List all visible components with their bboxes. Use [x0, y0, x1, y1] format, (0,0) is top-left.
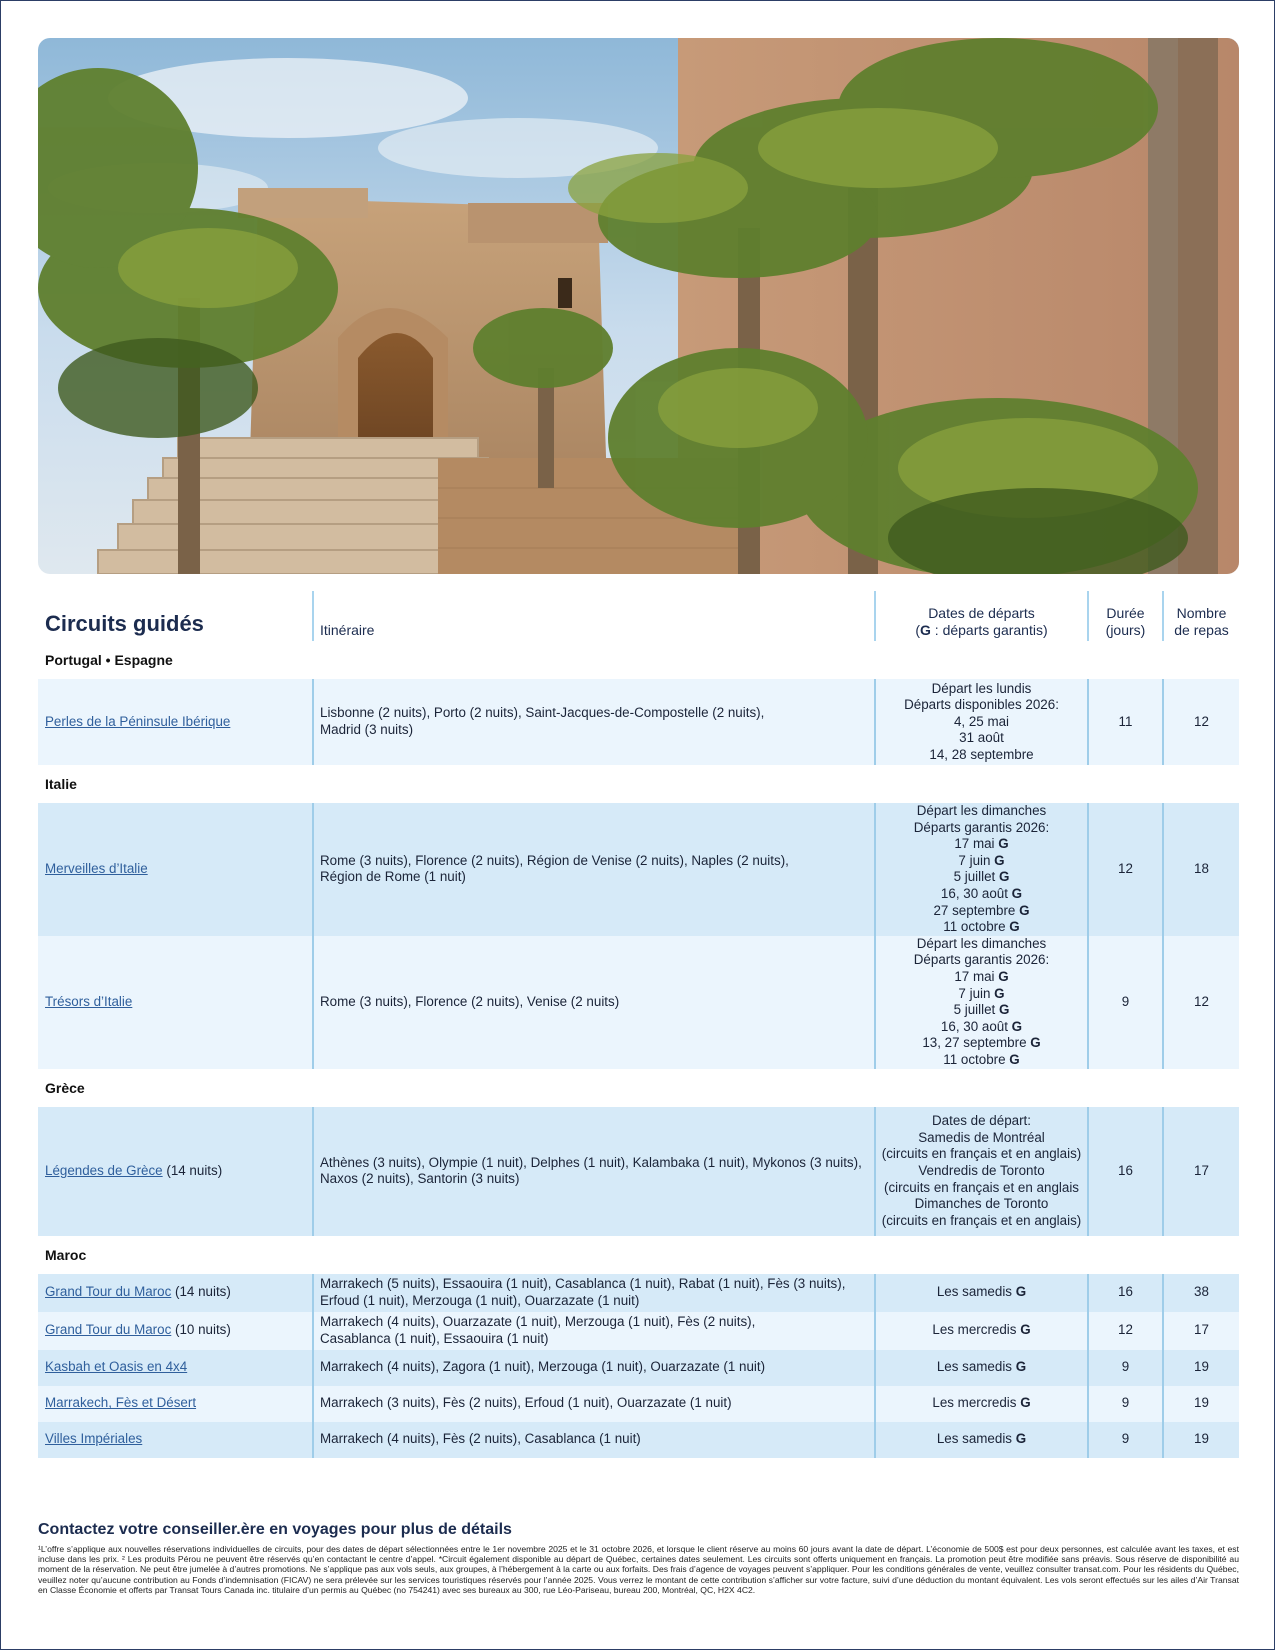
- tour-name-cell: [38, 803, 313, 936]
- meals-cell: 19: [1163, 1386, 1239, 1422]
- tour-nights: (14 nuits): [162, 1162, 223, 1178]
- kasbah-palms-illustration: [38, 38, 1239, 574]
- departure-date: Les samedis G: [936, 1431, 1027, 1447]
- tour-name-cell: [38, 1386, 313, 1422]
- guaranteed-badge: G: [994, 852, 1005, 868]
- meals-cell: 38: [1163, 1274, 1239, 1312]
- departure-date: Samedis de Montréal: [918, 1129, 1045, 1145]
- departure-date: 11 octobre G: [943, 1052, 1020, 1068]
- meals-cell: 12: [1163, 679, 1239, 765]
- itinerary-line: Rome (3 nuits), Florence (2 nuits), Région de Venise (2 nuits), Naples (2 nuits),: [320, 852, 789, 868]
- itinerary-line: Marrakech (4 nuits), Ouarzazate (1 nuit), Merzouga (1 nuit), Fès (2 nuits),: [320, 1314, 756, 1330]
- contact-heading: Contactez votre conseiller.ère en voyages pour plus de détails: [38, 1521, 512, 1538]
- region-name: Portugal • Espagne: [45, 652, 173, 668]
- region-row: [38, 765, 1239, 803]
- tours-table: [38, 591, 1239, 1458]
- itinerary-cell: [313, 1107, 875, 1236]
- dates-cell: [875, 936, 1088, 1069]
- dates-cell: [875, 1107, 1088, 1236]
- meals-cell: 19: [1163, 1422, 1239, 1458]
- tour-name-cell: [38, 1350, 313, 1386]
- tour-row: [38, 1350, 1239, 1386]
- duration-cell: 16: [1088, 1107, 1163, 1236]
- duration-cell: 9: [1088, 1386, 1163, 1422]
- departure-date: Les mercredis G: [932, 1322, 1031, 1338]
- duration-cell: 16: [1088, 1274, 1163, 1312]
- meals-cell: 18: [1163, 803, 1239, 936]
- table-header: [38, 591, 1239, 641]
- departure-date: 14, 28 septembre: [929, 746, 1034, 762]
- duration-header: Durée (jours): [1088, 591, 1163, 641]
- dates-cell: [875, 1312, 1088, 1350]
- guaranteed-badge: G: [1011, 1018, 1023, 1034]
- departure-date: Dates de départ:: [931, 1113, 1031, 1129]
- departure-date: 7 juin G: [958, 985, 1005, 1001]
- departure-date: (circuits en français et en anglais): [881, 1212, 1082, 1228]
- meals-cell: 17: [1163, 1312, 1239, 1350]
- departure-date: Départs garantis 2026:: [913, 952, 1050, 968]
- table-title: Circuits guidés: [45, 611, 204, 636]
- tour-row: [38, 679, 1239, 765]
- itinerary-line: Madrid (3 nuits): [320, 722, 414, 737]
- guaranteed-badge: G: [998, 869, 1010, 885]
- departure-date: 4, 25 mai: [953, 713, 1010, 729]
- dates-cell: [875, 1274, 1088, 1312]
- guaranteed-badge: G: [1009, 1052, 1020, 1068]
- itinerary-cell: [313, 1350, 875, 1386]
- departure-date: Dimanches de Toronto: [914, 1196, 1049, 1212]
- departure-date: (circuits en français et en anglais: [883, 1179, 1079, 1195]
- meals-cell: 19: [1163, 1350, 1239, 1386]
- guaranteed-badge: G: [1015, 1431, 1027, 1447]
- itinerary-header: Itinéraire: [313, 591, 875, 641]
- departure-date: 17 mai G: [954, 969, 1009, 985]
- guaranteed-badge: G: [1015, 1284, 1027, 1300]
- guaranteed-badge: G: [1019, 902, 1030, 918]
- tour-row: [38, 1107, 1239, 1236]
- tour-link[interactable]: Perles de la Péninsule Ibérique: [45, 713, 231, 729]
- departure-date: 5 juillet G: [953, 869, 1010, 885]
- meals-cell: 17: [1163, 1107, 1239, 1236]
- duration-cell: 12: [1088, 803, 1163, 936]
- itinerary-cell: [313, 1386, 875, 1422]
- duration-cell: 12: [1088, 1312, 1163, 1350]
- table-body: [38, 641, 1239, 1458]
- itinerary-cell: [313, 936, 875, 1069]
- guaranteed-badge: G: [1030, 1035, 1041, 1051]
- region-name: Maroc: [45, 1246, 87, 1263]
- departure-date: Départs garantis 2026:: [913, 819, 1050, 835]
- itinerary-line: Athènes (3 nuits), Olympie (1 nuit), Delphes (1 nuit), Kalambaka (1 nuit), Mykonos (3 nuits),: [320, 1154, 862, 1170]
- departure-date: 7 juin G: [958, 852, 1005, 868]
- meals-header: Nombre de repas: [1163, 591, 1239, 641]
- legal-text: ¹L’offre s’applique aux nouvelles réservations individuelles de circuits, pour des dates de départ sélectionnées entre le 1er novembre 2025 et le 31 octobre 2026, et lorsque le client réserve au moins 60 jours avant la date de départ. L’économie de 500$ est pour deux personnes, est calculée avant les taxes, et est incluse dans les prix. ² Les produits Pérou ne peuvent être réservés qu’en contactant le centre d’appel. *Circuit également disponible au départ de Québec, certaines dates seulement. Les circuits sont offerts uniquement en français. La promotion peut être modifiée sans préavis. Sous réserve de disponibilité au moment de la réservation. Ne peut être jumelée à d’autres promotions. Ne s’applique pas aux vols seuls, aux groupes, à l’hébergement à la carte ou aux forfaits. Des frais d’agence de voyages peuvent s’appliquer. Pour les conditions générales de vente, veuillez consulter transat.com. Pour les résidents du Québec, veuillez noter qu’aucune contribution au Fonds d’indemnisation (FICAV) ne sera prélevée sur les services touristiques réservés pour l’année 2025. Vous verrez le montant de cette contribution s’afficher sur votre facture, suivi d’une déduction du montant équivalent. Les vols seront effectués sur les ailes d’Air Transat en Classe Économie et offerts par Transat Tours Canada inc. titulaire d’un permis au Québec (no 754241) avec ses bureaux au 300, rue Léo-Pariseau, bureau 200, Montréal, QC, H2X 4C2.: [38, 1544, 1239, 1595]
- guaranteed-badge: G: [998, 836, 1009, 852]
- duration-cell: 11: [1088, 679, 1163, 765]
- departure-date: 27 septembre G: [933, 902, 1030, 918]
- dates-cell: [875, 1350, 1088, 1386]
- itinerary-line: Rome (3 nuits), Florence (2 nuits), Venise (2 nuits): [320, 993, 620, 1009]
- tour-row: [38, 803, 1239, 936]
- tour-row: [38, 1312, 1239, 1350]
- departure-date: Les mercredis G: [932, 1395, 1031, 1411]
- itinerary-line: Lisbonne (2 nuits), Porto (2 nuits), Saint-Jacques-de-Compostelle (2 nuits),: [320, 705, 765, 721]
- dates-cell: [875, 1422, 1088, 1458]
- tour-link[interactable]: Grand Tour du Maroc: [45, 1284, 172, 1300]
- departure-date: 16, 30 août G: [940, 885, 1023, 901]
- tour-link[interactable]: Marrakech, Fès et Désert: [45, 1395, 197, 1411]
- itinerary-cell: [313, 1422, 875, 1458]
- itinerary-line: Naxos (2 nuits), Santorin (3 nuits): [320, 1171, 520, 1187]
- departure-date: Les samedis G: [936, 1284, 1027, 1300]
- region-row: [38, 1069, 1239, 1107]
- tour-link[interactable]: Trésors d’Italie: [45, 993, 133, 1009]
- tour-name-cell: [38, 1274, 313, 1312]
- itinerary-line: Marrakech (4 nuits), Zagora (1 nuit), Merzouga (1 nuit), Ouarzazate (1 nuit): [320, 1359, 766, 1375]
- region-row: [38, 1236, 1239, 1274]
- itinerary-line: Marrakech (5 nuits), Essaouira (1 nuit), Casablanca (1 nuit), Rabat (1 nuit), Fès (3 nuits),: [320, 1276, 846, 1292]
- itinerary-cell: [313, 679, 875, 765]
- guaranteed-badge: G: [998, 1002, 1010, 1018]
- guaranteed-badge: G: [998, 969, 1009, 985]
- dates-cell: [875, 803, 1088, 936]
- tour-row: [38, 936, 1239, 1069]
- dates-header-line2: (G : départs garantis): [915, 622, 1048, 638]
- guaranteed-badge: G: [1011, 885, 1023, 901]
- dates-cell: [875, 679, 1088, 765]
- tour-nights: (14 nuits): [171, 1284, 231, 1300]
- departure-date: Vendredis de Toronto: [918, 1162, 1045, 1178]
- hero-photo: [38, 38, 1239, 574]
- meals-cell: 12: [1163, 936, 1239, 1069]
- departure-date: Départ les lundis: [931, 680, 1032, 696]
- departure-date: Les samedis G: [936, 1359, 1027, 1375]
- tour-link[interactable]: Kasbah et Oasis en 4x4: [45, 1359, 188, 1375]
- tour-link[interactable]: Légendes de Grèce: [45, 1162, 163, 1178]
- tour-name-cell: [38, 1312, 313, 1350]
- departure-date: Départ les dimanches: [916, 935, 1047, 951]
- departure-date: 5 juillet G: [953, 1002, 1010, 1018]
- departure-date: 11 octobre G: [943, 919, 1020, 935]
- itinerary-cell: [313, 803, 875, 936]
- tour-row: [38, 1274, 1239, 1312]
- tour-name-cell: [38, 1107, 313, 1236]
- tour-nights: (10 nuits): [171, 1322, 231, 1338]
- dates-header: [875, 591, 1088, 641]
- tour-row: [38, 1422, 1239, 1458]
- duration-cell: 9: [1088, 936, 1163, 1069]
- guaranteed-badge: G: [1009, 919, 1020, 935]
- tour-link[interactable]: Villes Impériales: [45, 1431, 143, 1447]
- itinerary-line: Erfoud (1 nuit), Merzouga (1 nuit), Ouarzazate (1 nuit): [320, 1292, 640, 1308]
- guaranteed-badge: G: [1015, 1359, 1027, 1375]
- departure-date: 16, 30 août G: [940, 1018, 1023, 1034]
- region-name: Italie: [45, 776, 77, 792]
- duration-cell: 9: [1088, 1350, 1163, 1386]
- region-row: [38, 641, 1239, 679]
- guaranteed-badge: G: [994, 985, 1005, 1001]
- duration-cell: 9: [1088, 1422, 1163, 1458]
- region-name: Grèce: [45, 1079, 85, 1096]
- departure-date: Départ les dimanches: [916, 803, 1047, 818]
- tour-name-cell: [38, 679, 313, 765]
- itinerary-line: Région de Rome (1 nuit): [320, 869, 466, 885]
- departure-date: Départs disponibles 2026:: [904, 697, 1059, 713]
- tour-name-cell: [38, 1422, 313, 1458]
- dates-cell: [875, 1386, 1088, 1422]
- guaranteed-badge: G: [1020, 1395, 1031, 1411]
- departure-date: 31 août: [959, 730, 1004, 746]
- departure-date: 17 mai G: [954, 836, 1009, 852]
- tour-name-cell: [38, 936, 313, 1069]
- itinerary-line: Casablanca (1 nuit), Essaouira (1 nuit): [320, 1330, 549, 1346]
- itinerary-line: Marrakech (4 nuits), Fès (2 nuits), Casablanca (1 nuit): [320, 1431, 641, 1447]
- tour-link[interactable]: Grand Tour du Maroc: [45, 1322, 172, 1338]
- itinerary-cell: [313, 1312, 875, 1350]
- itinerary-line: Marrakech (3 nuits), Fès (2 nuits), Erfoud (1 nuit), Ouarzazate (1 nuit): [320, 1395, 732, 1411]
- tour-link[interactable]: Merveilles d’Italie: [45, 861, 148, 877]
- departure-date: 13, 27 septembre G: [922, 1035, 1041, 1051]
- tour-row: [38, 1386, 1239, 1422]
- itinerary-cell: [313, 1274, 875, 1312]
- guaranteed-badge: G: [1020, 1322, 1031, 1338]
- dates-header-line1: Dates de départs: [928, 605, 1035, 621]
- departure-date: (circuits en français et en anglais): [881, 1146, 1082, 1162]
